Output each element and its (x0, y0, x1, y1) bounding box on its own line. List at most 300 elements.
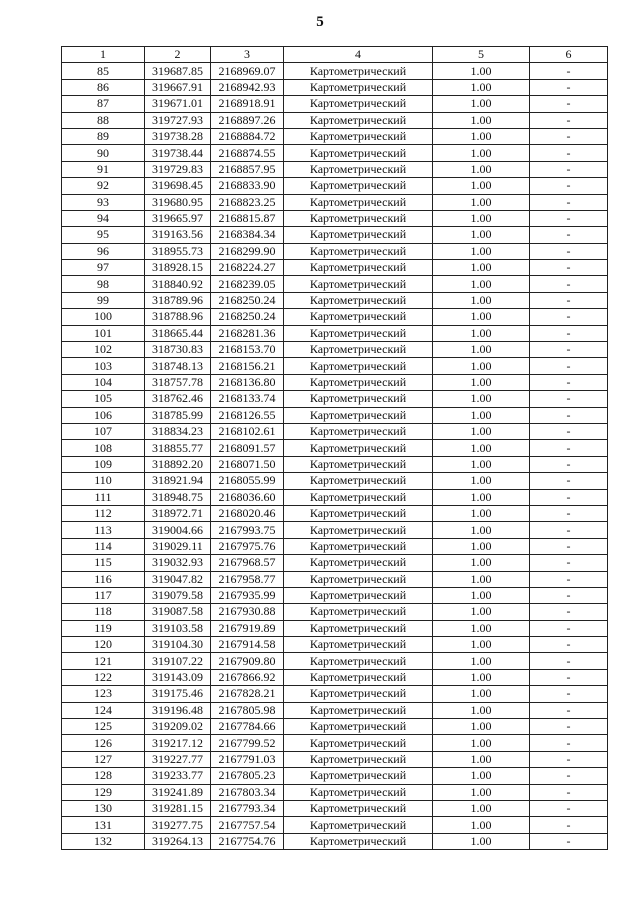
y-coordinate-cell: 2168153.70 (211, 342, 284, 358)
method-cell: Картометрический (284, 161, 433, 177)
accuracy-cell: 1.00 (433, 96, 530, 112)
accuracy-cell: 1.00 (433, 522, 530, 538)
note-cell: - (530, 489, 608, 505)
x-coordinate-cell: 318785.99 (145, 407, 211, 423)
table-row (62, 423, 608, 439)
y-coordinate-cell: 2167805.98 (211, 702, 284, 718)
table-row (62, 79, 608, 95)
accuracy-cell: 1.00 (433, 358, 530, 374)
method-cell: Картометрический (284, 96, 433, 112)
note-cell: - (530, 391, 608, 407)
accuracy-cell: 1.00 (433, 784, 530, 800)
method-cell: Картометрический (284, 505, 433, 521)
note-cell: - (530, 620, 608, 636)
note-cell: - (530, 751, 608, 767)
accuracy-cell: 1.00 (433, 555, 530, 571)
note-cell: - (530, 505, 608, 521)
accuracy-cell: 1.00 (433, 128, 530, 144)
point-number-cell: 85 (62, 63, 145, 79)
x-coordinate-cell: 319665.97 (145, 210, 211, 226)
y-coordinate-cell: 2167784.66 (211, 719, 284, 735)
point-number-cell: 90 (62, 145, 145, 161)
x-coordinate-cell: 318762.46 (145, 391, 211, 407)
y-coordinate-cell: 2167828.21 (211, 686, 284, 702)
y-coordinate-cell: 2167799.52 (211, 735, 284, 751)
accuracy-cell: 1.00 (433, 194, 530, 210)
note-cell: - (530, 292, 608, 308)
page-number: 5 (316, 14, 324, 30)
method-cell: Картометрический (284, 751, 433, 767)
note-cell: - (530, 325, 608, 341)
point-number-cell: 124 (62, 702, 145, 718)
table-row (62, 227, 608, 243)
point-number-cell: 96 (62, 243, 145, 259)
note-cell: - (530, 342, 608, 358)
point-number-cell: 130 (62, 800, 145, 816)
table-row (62, 456, 608, 472)
note-cell: - (530, 79, 608, 95)
note-cell: - (530, 63, 608, 79)
table-row (62, 800, 608, 816)
table-row (62, 292, 608, 308)
x-coordinate-cell: 319738.44 (145, 145, 211, 161)
x-coordinate-cell: 319104.30 (145, 637, 211, 653)
accuracy-cell: 1.00 (433, 423, 530, 439)
point-number-cell: 109 (62, 456, 145, 472)
point-number-cell: 121 (62, 653, 145, 669)
method-cell: Картометрический (284, 784, 433, 800)
y-coordinate-cell: 2168071.50 (211, 456, 284, 472)
y-coordinate-cell: 2167968.57 (211, 555, 284, 571)
y-coordinate-cell: 2167791.03 (211, 751, 284, 767)
x-coordinate-cell: 318789.96 (145, 292, 211, 308)
point-number-cell: 98 (62, 276, 145, 292)
point-number-cell: 108 (62, 440, 145, 456)
point-number-cell: 91 (62, 161, 145, 177)
accuracy-cell: 1.00 (433, 178, 530, 194)
method-cell: Картометрический (284, 669, 433, 685)
x-coordinate-cell: 319209.02 (145, 719, 211, 735)
note-cell: - (530, 276, 608, 292)
x-coordinate-cell: 319047.82 (145, 571, 211, 587)
method-cell: Картометрический (284, 440, 433, 456)
accuracy-cell: 1.00 (433, 63, 530, 79)
table-row (62, 194, 608, 210)
table-body (62, 63, 608, 850)
point-number-cell: 95 (62, 227, 145, 243)
x-coordinate-cell: 319680.95 (145, 194, 211, 210)
method-cell: Картометрический (284, 210, 433, 226)
x-coordinate-cell: 318757.78 (145, 374, 211, 390)
note-cell: - (530, 456, 608, 472)
x-coordinate-cell: 318748.13 (145, 358, 211, 374)
y-coordinate-cell: 2168874.55 (211, 145, 284, 161)
x-coordinate-cell: 319196.48 (145, 702, 211, 718)
point-number-cell: 99 (62, 292, 145, 308)
accuracy-cell: 1.00 (433, 473, 530, 489)
accuracy-cell: 1.00 (433, 620, 530, 636)
note-cell: - (530, 96, 608, 112)
column-header-5: 5 (433, 47, 530, 63)
table-row (62, 178, 608, 194)
table-row (62, 243, 608, 259)
method-cell: Картометрический (284, 260, 433, 276)
accuracy-cell: 1.00 (433, 227, 530, 243)
x-coordinate-cell: 319277.75 (145, 817, 211, 833)
accuracy-cell: 1.00 (433, 145, 530, 161)
accuracy-cell: 1.00 (433, 292, 530, 308)
x-coordinate-cell: 318892.20 (145, 456, 211, 472)
accuracy-cell: 1.00 (433, 505, 530, 521)
note-cell: - (530, 735, 608, 751)
accuracy-cell: 1.00 (433, 604, 530, 620)
x-coordinate-cell: 319671.01 (145, 96, 211, 112)
x-coordinate-cell: 319032.93 (145, 555, 211, 571)
x-coordinate-cell: 319264.13 (145, 833, 211, 849)
table-row (62, 538, 608, 554)
accuracy-cell: 1.00 (433, 309, 530, 325)
method-cell: Картометрический (284, 735, 433, 751)
table-row (62, 489, 608, 505)
accuracy-cell: 1.00 (433, 653, 530, 669)
point-number-cell: 87 (62, 96, 145, 112)
point-number-cell: 113 (62, 522, 145, 538)
accuracy-cell: 1.00 (433, 702, 530, 718)
accuracy-cell: 1.00 (433, 768, 530, 784)
y-coordinate-cell: 2168918.91 (211, 96, 284, 112)
y-coordinate-cell: 2168136.80 (211, 374, 284, 390)
x-coordinate-cell: 319729.83 (145, 161, 211, 177)
accuracy-cell: 1.00 (433, 538, 530, 554)
method-cell: Картометрический (284, 702, 433, 718)
table-row (62, 522, 608, 538)
accuracy-cell: 1.00 (433, 489, 530, 505)
y-coordinate-cell: 2167919.89 (211, 620, 284, 636)
column-header-4: 4 (284, 47, 433, 63)
note-cell: - (530, 374, 608, 390)
note-cell: - (530, 423, 608, 439)
accuracy-cell: 1.00 (433, 374, 530, 390)
point-number-cell: 103 (62, 358, 145, 374)
accuracy-cell: 1.00 (433, 325, 530, 341)
y-coordinate-cell: 2168250.24 (211, 292, 284, 308)
note-cell: - (530, 358, 608, 374)
note-cell: - (530, 260, 608, 276)
note-cell: - (530, 587, 608, 603)
y-coordinate-cell: 2167866.92 (211, 669, 284, 685)
note-cell: - (530, 833, 608, 849)
accuracy-cell: 1.00 (433, 833, 530, 849)
note-cell: - (530, 178, 608, 194)
table-row (62, 669, 608, 685)
accuracy-cell: 1.00 (433, 637, 530, 653)
accuracy-cell: 1.00 (433, 751, 530, 767)
method-cell: Картометрический (284, 128, 433, 144)
method-cell: Картометрический (284, 342, 433, 358)
point-number-cell: 116 (62, 571, 145, 587)
method-cell: Картометрический (284, 407, 433, 423)
point-number-cell: 94 (62, 210, 145, 226)
point-number-cell: 127 (62, 751, 145, 767)
method-cell: Картометрический (284, 194, 433, 210)
x-coordinate-cell: 318855.77 (145, 440, 211, 456)
accuracy-cell: 1.00 (433, 210, 530, 226)
x-coordinate-cell: 319241.89 (145, 784, 211, 800)
point-number-cell: 92 (62, 178, 145, 194)
y-coordinate-cell: 2167975.76 (211, 538, 284, 554)
note-cell: - (530, 653, 608, 669)
method-cell: Картометрический (284, 374, 433, 390)
point-number-cell: 128 (62, 768, 145, 784)
point-number-cell: 110 (62, 473, 145, 489)
table-row (62, 391, 608, 407)
y-coordinate-cell: 2168897.26 (211, 112, 284, 128)
x-coordinate-cell: 319004.66 (145, 522, 211, 538)
accuracy-cell: 1.00 (433, 686, 530, 702)
method-cell: Картометрический (284, 276, 433, 292)
note-cell: - (530, 473, 608, 489)
accuracy-cell: 1.00 (433, 456, 530, 472)
note-cell: - (530, 702, 608, 718)
y-coordinate-cell: 2168942.93 (211, 79, 284, 95)
note-cell: - (530, 112, 608, 128)
note-cell: - (530, 800, 608, 816)
table-row (62, 768, 608, 784)
method-cell: Картометрический (284, 587, 433, 603)
method-cell: Картометрический (284, 178, 433, 194)
method-cell: Картометрический (284, 653, 433, 669)
table-row (62, 407, 608, 423)
method-cell: Картометрический (284, 79, 433, 95)
method-cell: Картометрический (284, 686, 433, 702)
note-cell: - (530, 719, 608, 735)
table-row (62, 751, 608, 767)
note-cell: - (530, 522, 608, 538)
note-cell: - (530, 637, 608, 653)
note-cell: - (530, 555, 608, 571)
x-coordinate-cell: 319107.22 (145, 653, 211, 669)
table-row (62, 440, 608, 456)
y-coordinate-cell: 2168133.74 (211, 391, 284, 407)
table-row (62, 210, 608, 226)
table-header-row (62, 47, 608, 63)
note-cell: - (530, 309, 608, 325)
method-cell: Картометрический (284, 719, 433, 735)
table-row (62, 686, 608, 702)
x-coordinate-cell: 319698.45 (145, 178, 211, 194)
point-number-cell: 129 (62, 784, 145, 800)
y-coordinate-cell: 2168036.60 (211, 489, 284, 505)
method-cell: Картометрический (284, 456, 433, 472)
y-coordinate-cell: 2167958.77 (211, 571, 284, 587)
x-coordinate-cell: 318730.83 (145, 342, 211, 358)
y-coordinate-cell: 2167754.76 (211, 833, 284, 849)
method-cell: Картометрический (284, 768, 433, 784)
accuracy-cell: 1.00 (433, 260, 530, 276)
x-coordinate-cell: 318955.73 (145, 243, 211, 259)
x-coordinate-cell: 318972.71 (145, 505, 211, 521)
x-coordinate-cell: 319143.09 (145, 669, 211, 685)
y-coordinate-cell: 2168884.72 (211, 128, 284, 144)
note-cell: - (530, 538, 608, 554)
point-number-cell: 122 (62, 669, 145, 685)
y-coordinate-cell: 2168055.99 (211, 473, 284, 489)
method-cell: Картометрический (284, 112, 433, 128)
method-cell: Картометрический (284, 833, 433, 849)
table-row (62, 473, 608, 489)
table-row (62, 555, 608, 571)
column-header-2: 2 (145, 47, 211, 63)
table-row (62, 637, 608, 653)
method-cell: Картометрический (284, 620, 433, 636)
table-row (62, 505, 608, 521)
x-coordinate-cell: 319227.77 (145, 751, 211, 767)
x-coordinate-cell: 319738.28 (145, 128, 211, 144)
table-row (62, 620, 608, 636)
point-number-cell: 123 (62, 686, 145, 702)
x-coordinate-cell: 318921.94 (145, 473, 211, 489)
method-cell: Картометрический (284, 817, 433, 833)
point-number-cell: 104 (62, 374, 145, 390)
note-cell: - (530, 669, 608, 685)
note-cell: - (530, 784, 608, 800)
note-cell: - (530, 145, 608, 161)
point-number-cell: 126 (62, 735, 145, 751)
method-cell: Картометрический (284, 604, 433, 620)
y-coordinate-cell: 2168126.55 (211, 407, 284, 423)
point-number-cell: 105 (62, 391, 145, 407)
y-coordinate-cell: 2167935.99 (211, 587, 284, 603)
accuracy-cell: 1.00 (433, 243, 530, 259)
point-number-cell: 97 (62, 260, 145, 276)
x-coordinate-cell: 319727.93 (145, 112, 211, 128)
y-coordinate-cell: 2167793.34 (211, 800, 284, 816)
note-cell: - (530, 227, 608, 243)
x-coordinate-cell: 319233.77 (145, 768, 211, 784)
x-coordinate-cell: 318788.96 (145, 309, 211, 325)
column-header-6: 6 (530, 47, 608, 63)
point-number-cell: 112 (62, 505, 145, 521)
y-coordinate-cell: 2167757.54 (211, 817, 284, 833)
column-header-3: 3 (211, 47, 284, 63)
method-cell: Картометрический (284, 800, 433, 816)
table-row (62, 719, 608, 735)
point-number-cell: 120 (62, 637, 145, 653)
table-row (62, 260, 608, 276)
point-number-cell: 102 (62, 342, 145, 358)
note-cell: - (530, 243, 608, 259)
table-row (62, 342, 608, 358)
note-cell: - (530, 407, 608, 423)
method-cell: Картометрический (284, 358, 433, 374)
point-number-cell: 89 (62, 128, 145, 144)
accuracy-cell: 1.00 (433, 669, 530, 685)
note-cell: - (530, 571, 608, 587)
y-coordinate-cell: 2168224.27 (211, 260, 284, 276)
note-cell: - (530, 768, 608, 784)
x-coordinate-cell: 319175.46 (145, 686, 211, 702)
method-cell: Картометрический (284, 243, 433, 259)
table-row (62, 128, 608, 144)
x-coordinate-cell: 319281.15 (145, 800, 211, 816)
accuracy-cell: 1.00 (433, 571, 530, 587)
y-coordinate-cell: 2168239.05 (211, 276, 284, 292)
point-number-cell: 117 (62, 587, 145, 603)
y-coordinate-cell: 2167803.34 (211, 784, 284, 800)
point-number-cell: 111 (62, 489, 145, 505)
point-number-cell: 114 (62, 538, 145, 554)
method-cell: Картометрический (284, 637, 433, 653)
accuracy-cell: 1.00 (433, 817, 530, 833)
x-coordinate-cell: 319217.12 (145, 735, 211, 751)
y-coordinate-cell: 2168384.34 (211, 227, 284, 243)
x-coordinate-cell: 318840.92 (145, 276, 211, 292)
y-coordinate-cell: 2168102.61 (211, 423, 284, 439)
method-cell: Картометрический (284, 145, 433, 161)
note-cell: - (530, 440, 608, 456)
table-row (62, 309, 608, 325)
method-cell: Картометрический (284, 571, 433, 587)
x-coordinate-cell: 318928.15 (145, 260, 211, 276)
y-coordinate-cell: 2168857.95 (211, 161, 284, 177)
method-cell: Картометрический (284, 325, 433, 341)
y-coordinate-cell: 2168250.24 (211, 309, 284, 325)
y-coordinate-cell: 2167993.75 (211, 522, 284, 538)
table-row (62, 145, 608, 161)
point-number-cell: 119 (62, 620, 145, 636)
method-cell: Картометрический (284, 309, 433, 325)
accuracy-cell: 1.00 (433, 735, 530, 751)
table-row (62, 653, 608, 669)
x-coordinate-cell: 319079.58 (145, 587, 211, 603)
accuracy-cell: 1.00 (433, 407, 530, 423)
note-cell: - (530, 604, 608, 620)
point-number-cell: 107 (62, 423, 145, 439)
method-cell: Картометрический (284, 292, 433, 308)
table-row (62, 112, 608, 128)
method-cell: Картометрический (284, 522, 433, 538)
accuracy-cell: 1.00 (433, 161, 530, 177)
accuracy-cell: 1.00 (433, 440, 530, 456)
note-cell: - (530, 128, 608, 144)
table-row (62, 784, 608, 800)
point-number-cell: 93 (62, 194, 145, 210)
note-cell: - (530, 210, 608, 226)
table-row (62, 325, 608, 341)
accuracy-cell: 1.00 (433, 112, 530, 128)
accuracy-cell: 1.00 (433, 587, 530, 603)
table-row (62, 161, 608, 177)
point-number-cell: 131 (62, 817, 145, 833)
x-coordinate-cell: 319103.58 (145, 620, 211, 636)
table-row (62, 571, 608, 587)
point-number-cell: 106 (62, 407, 145, 423)
accuracy-cell: 1.00 (433, 719, 530, 735)
table-row (62, 96, 608, 112)
coordinates-table (61, 46, 608, 850)
table-row (62, 63, 608, 79)
x-coordinate-cell: 319687.85 (145, 63, 211, 79)
method-cell: Картометрический (284, 227, 433, 243)
y-coordinate-cell: 2167930.88 (211, 604, 284, 620)
y-coordinate-cell: 2168299.90 (211, 243, 284, 259)
method-cell: Картометрический (284, 391, 433, 407)
y-coordinate-cell: 2167914.58 (211, 637, 284, 653)
accuracy-cell: 1.00 (433, 800, 530, 816)
point-number-cell: 100 (62, 309, 145, 325)
table-row (62, 358, 608, 374)
method-cell: Картометрический (284, 473, 433, 489)
